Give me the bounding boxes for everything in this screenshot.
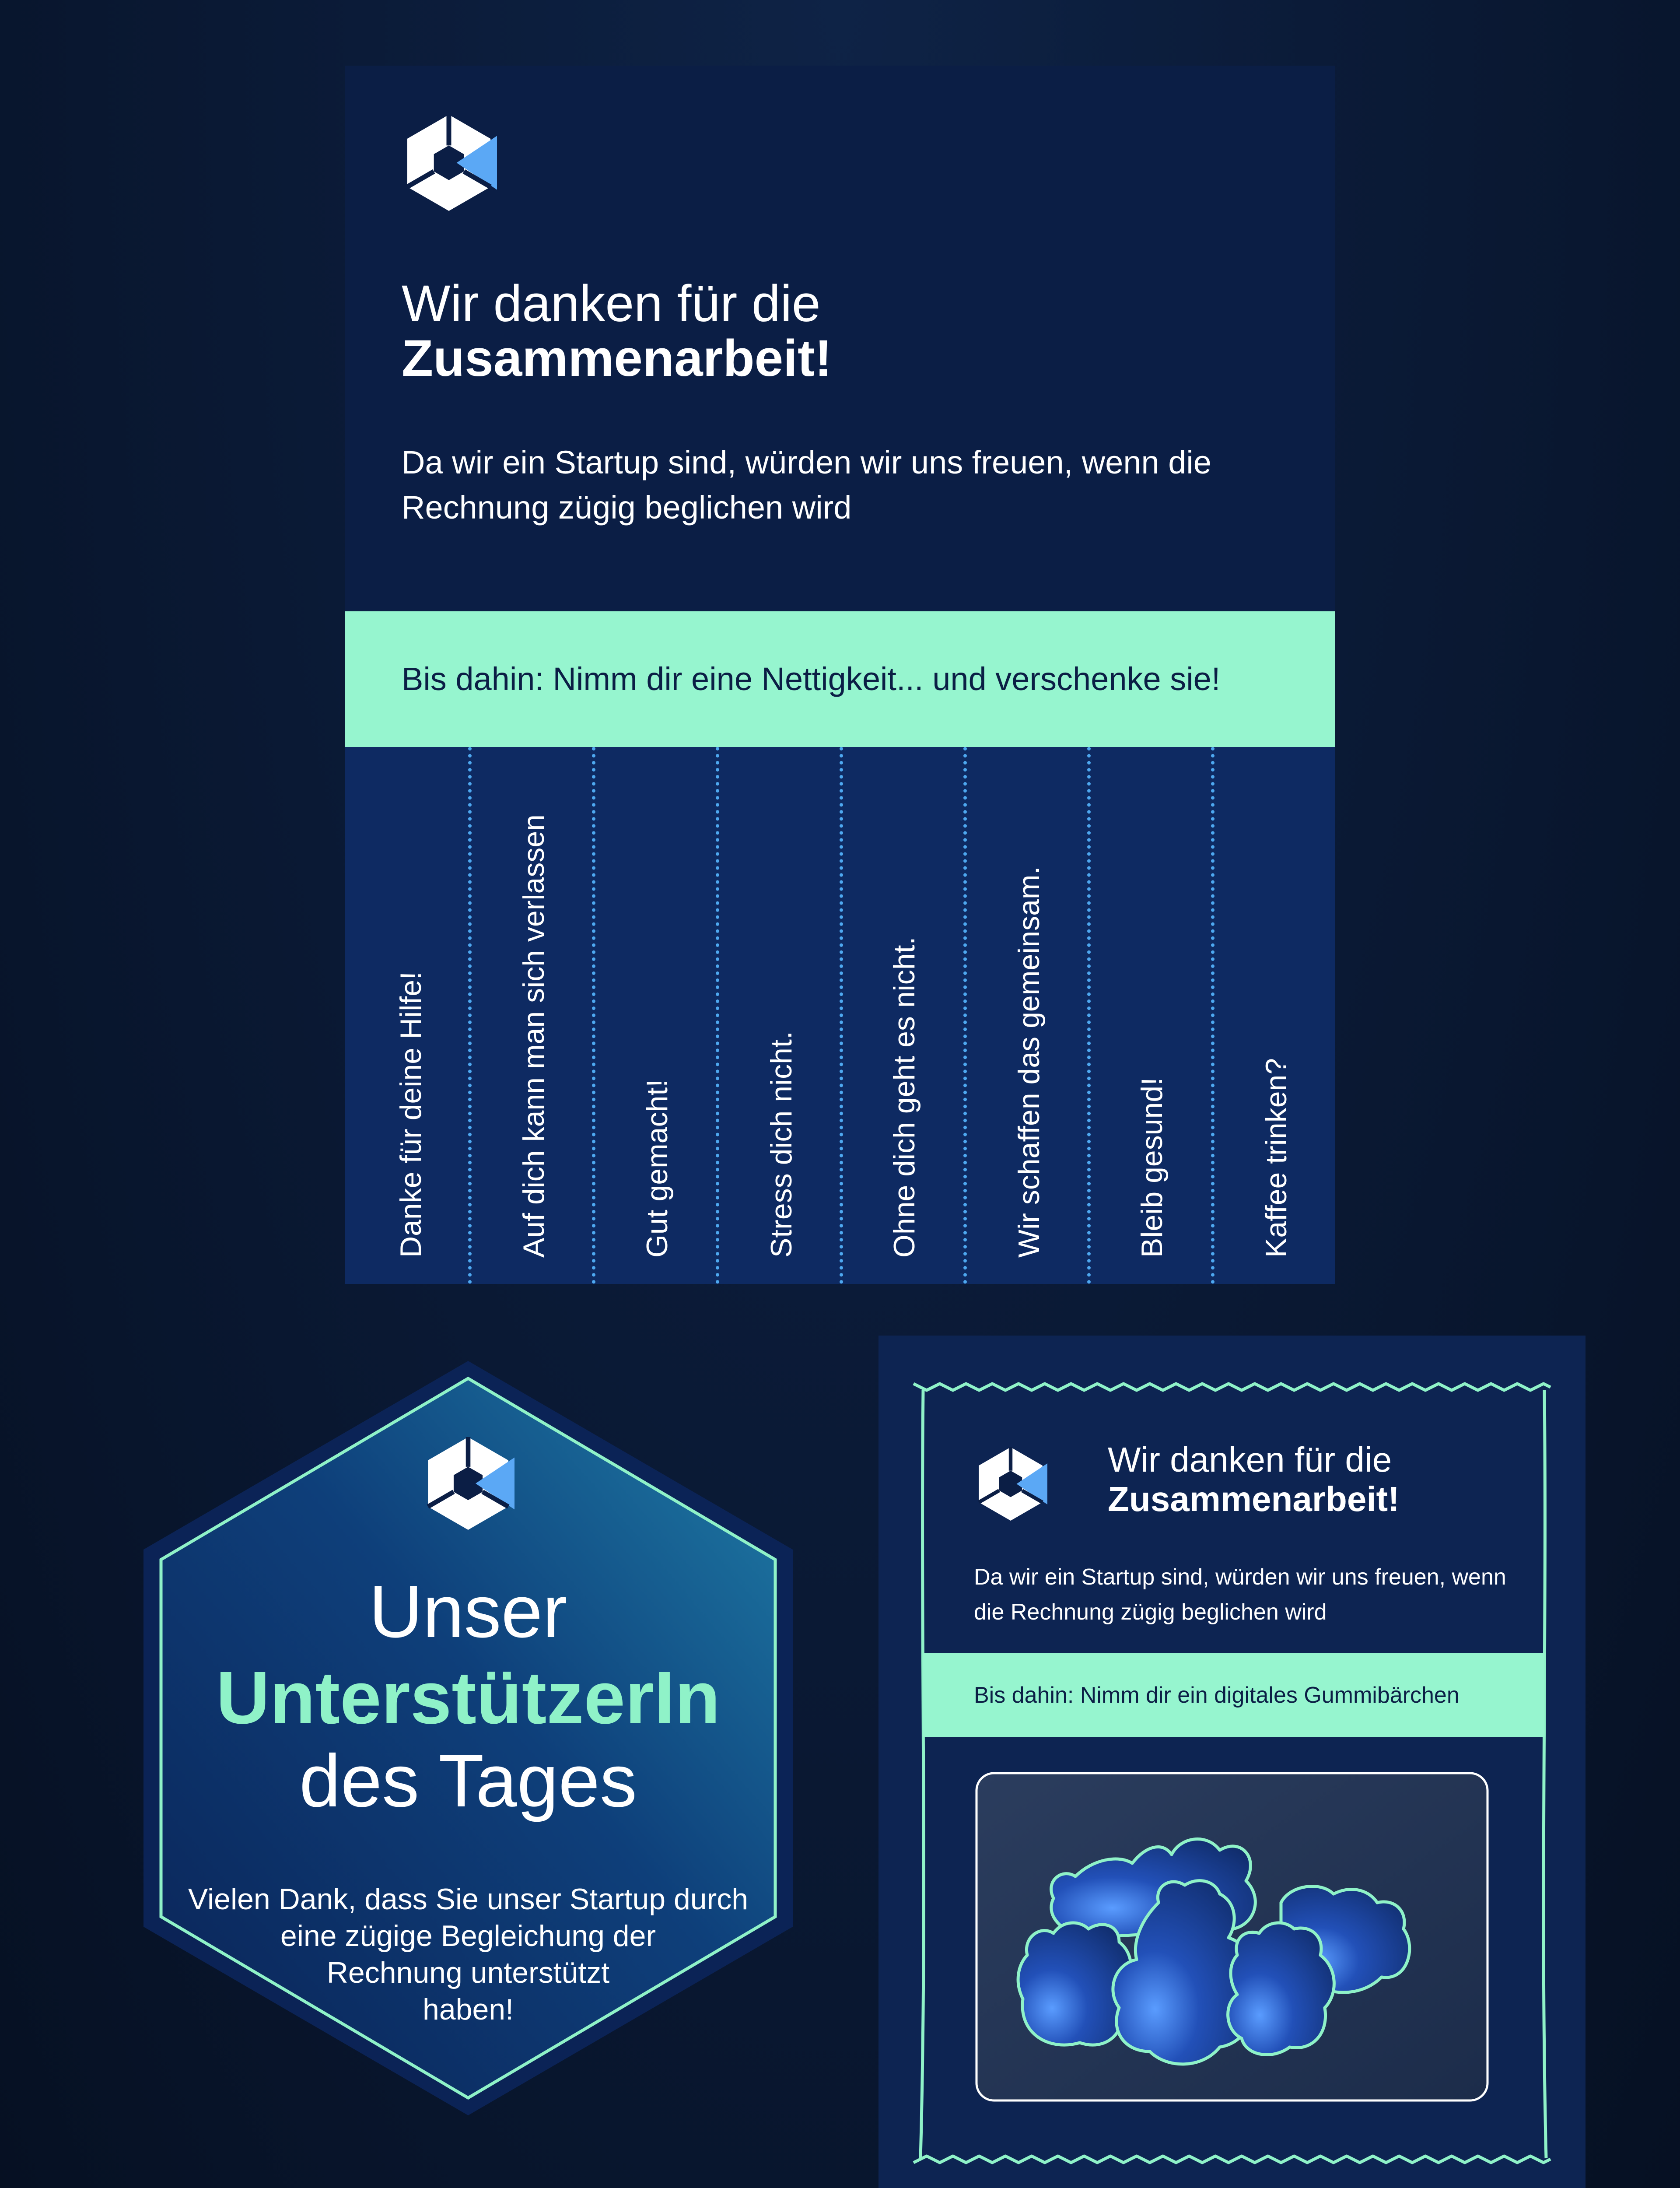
badge-text-line: Vielen Dank, dass Sie unser Startup durch [188, 1883, 749, 1916]
badge-line-1: Unser [369, 1570, 567, 1653]
mint-banner [923, 1653, 1544, 1737]
card-title-light: Wir danken für die [402, 275, 821, 333]
card-body-text: Da wir ein Startup sind, würden wir uns freuen, wenn die Rechnung zügig beglichen wird [402, 444, 1211, 526]
strip-label: Kaffee trinken? [1260, 1058, 1293, 1258]
company-logo-icon [422, 1431, 514, 1536]
gummy-bag-card [878, 1336, 1586, 2188]
tear-off-strips [345, 747, 1335, 1284]
strip-label: Danke für deine Hilfe! [394, 971, 427, 1258]
strip-label: Wir schaffen das gemeinsam. [1012, 866, 1046, 1258]
card-title-bold: Zusammenarbeit! [402, 330, 832, 387]
company-logo-icon [974, 1442, 1047, 1525]
banner-text: Bis dahin: Nimm dir eine Nettigkeit... und verschenke sie! [402, 661, 1221, 697]
badge-line-2: UnterstützerIn [216, 1656, 721, 1739]
perforation-line [1087, 747, 1091, 1284]
card-title-light: Wir danken für die [1108, 1440, 1392, 1479]
company-logo-icon [401, 109, 497, 217]
badge-text-line: haben! [423, 1993, 514, 2026]
strip-label: Stress dich nicht. [765, 1031, 798, 1258]
perforation-line [840, 747, 843, 1284]
perforation-line [716, 747, 719, 1284]
banner-text: Bis dahin: Nimm dir ein digitales Gummibärchen [974, 1683, 1460, 1708]
badge-description [178, 1881, 758, 2028]
strip-label: Ohne dich geht es nicht. [888, 936, 921, 1258]
strip-label: Gut gemacht! [640, 1079, 674, 1258]
badge-text-line: eine zügige Begleichung der [280, 1919, 656, 1953]
badge-line-3: des Tages [299, 1739, 637, 1823]
card-body-text: Da wir ein Startup sind, würden wir uns freuen, wenn die Rechnung zügig beglichen wird [974, 1564, 1506, 1625]
perforation-line [592, 747, 595, 1284]
card-title-bold: Zusammenarbeit! [1108, 1480, 1400, 1518]
perforation-line [963, 747, 967, 1284]
strip-label: Bleib gesund! [1135, 1077, 1169, 1258]
perforation-line [1211, 747, 1214, 1284]
badge-text-line: Rechnung unterstützt [326, 1956, 610, 1989]
mint-banner [345, 611, 1335, 747]
strip-label: Auf dich kann man sich verlassen [517, 814, 550, 1258]
thank-you-card [345, 66, 1335, 1284]
perforation-line [468, 747, 472, 1284]
supporter-badge [144, 1361, 793, 2115]
gummy-bears-illustration [975, 1771, 1489, 2102]
